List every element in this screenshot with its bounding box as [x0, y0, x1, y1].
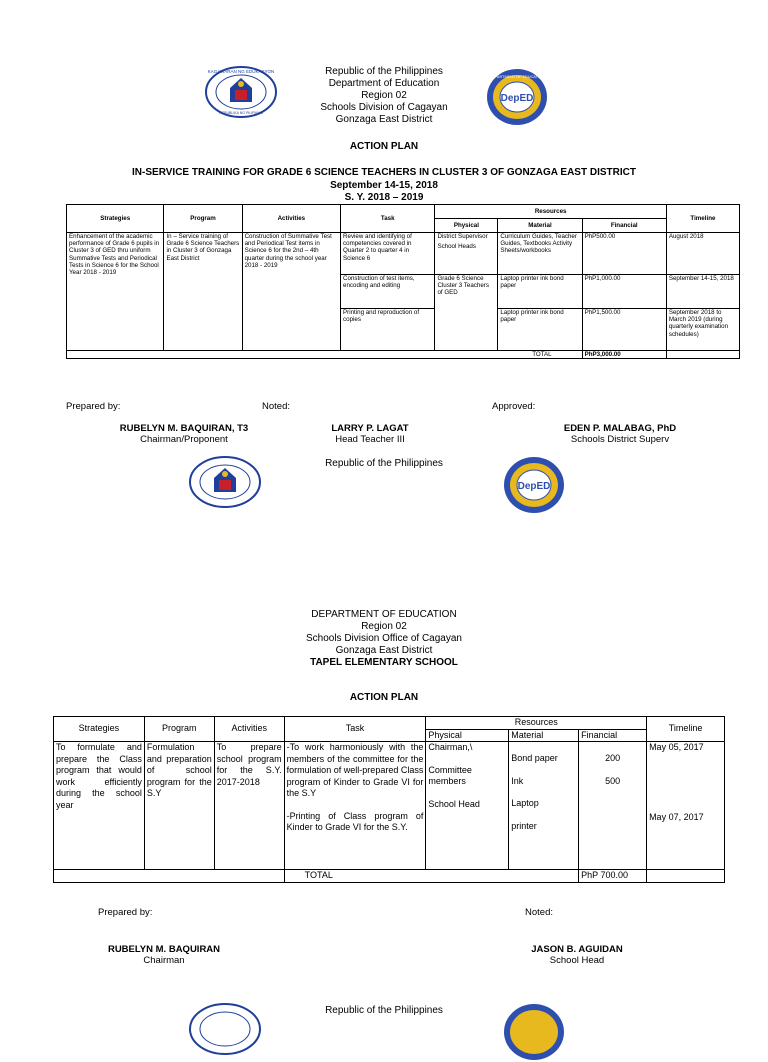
cell-timeline: August 2018 [666, 233, 739, 275]
cell-strategies: Enhancement of the academic performance of Grade 6 pupils in Cluster 3 of GED thru uniform Summative Tests and Periodical Tests in Science 6 for the School Year 2018 - 2019 [67, 233, 164, 351]
header-task: Task [284, 717, 426, 742]
header-line: DEPARTMENT OF EDUCATION [311, 609, 457, 620]
header-physical: Physical [435, 219, 498, 233]
cell-physical [426, 742, 509, 870]
cell-financial: PhP500.00 [582, 233, 666, 275]
cell-activities: To prepare school program for the S.Y. 2017-2018 [214, 742, 284, 870]
header-resources: Resources [426, 717, 647, 730]
task-line: -Printing of Class program of Kinder to Grade VI for the S.Y. [286, 810, 424, 832]
signatory-name: EDEN P. MALABAG, PhD [563, 423, 677, 434]
signatory-title: Chairman [143, 955, 185, 966]
signatory-preparer [84, 944, 244, 966]
header-resources: Resources [435, 205, 666, 219]
page2-footer-republic: Republic of the Philippines [325, 1005, 443, 1016]
page1-dates: September 14-15, 2018 [330, 180, 438, 191]
prepared-by-label: Prepared by: [98, 907, 153, 918]
page1-footer-republic: Republic of the Philippines [325, 458, 443, 469]
page1-subtitle: IN-SERVICE TRAINING FOR GRADE 6 SCIENCE TEACHERS IN CLUSTER 3 OF GONZAGA EAST DISTRICT [132, 167, 636, 178]
approved-label: Approved: [492, 401, 536, 412]
page1-school-year: S. Y. 2018 – 2019 [344, 192, 424, 203]
page2-header [234, 609, 534, 669]
cell-task: Printing and reproduction of copies [341, 309, 435, 351]
header-line: Region 02 [361, 90, 407, 101]
page1-title: ACTION PLAN [349, 141, 419, 152]
signatory-noter [300, 423, 440, 445]
total-label: TOTAL [284, 870, 578, 883]
cell-task: Review and identifying of competencies covered in Quarter 2 to quarter 4 in Science 6 [341, 233, 435, 275]
deped-logo-ring-text: DEPARTMENT OF EDUCATION [489, 75, 545, 79]
signatory-title: Chairman/Proponent [140, 434, 228, 445]
total-blank [666, 351, 739, 359]
cell-material: Laptop printer ink bond paper [498, 275, 582, 309]
physical-line: School Head [428, 798, 480, 809]
school-name: TAPEL ELEMENTARY SCHOOL [310, 657, 458, 668]
deped-seal-icon [188, 456, 262, 508]
cell-task: Construction of test items, encoding and editing [341, 275, 435, 309]
deped-logo-icon [502, 455, 566, 515]
material-line: Laptop [511, 798, 539, 808]
header-activities: Activities [214, 717, 284, 742]
header-line: Gonzaga East District [335, 114, 433, 125]
prepared-by-label: Prepared by: [66, 401, 121, 412]
cell-financial: PhP1,500.00 [582, 309, 666, 351]
physical-line: Chairman,\ [428, 742, 473, 752]
noted-label: Noted: [525, 907, 553, 918]
physical-line: Committee members [428, 764, 472, 786]
header-physical: Physical [426, 729, 509, 742]
financial-line: 500 [605, 775, 621, 786]
header-line: Republic of the Philippines [325, 66, 443, 77]
cell-strategies: To formulate and prepare the Class program that would work efficiently during the school year [54, 742, 145, 870]
signatory-name: RUBELYN M. BAQUIRAN [107, 944, 221, 955]
cell-timeline: September 14-15, 2018 [666, 275, 739, 309]
page2-title: ACTION PLAN [349, 692, 419, 703]
header-line: Region 02 [361, 621, 407, 632]
header-timeline: Timeline [666, 205, 739, 233]
task-line: -To work harmoniously with the members of the committee for the formulation of well-prepared Class program of Kinder to Grade VI for the S.Y [286, 742, 424, 798]
cell-material: Curriculum Guides, Teacher Guides, Textbooks Activity Sheets/workbooks [498, 233, 582, 275]
deped-logo-text: DepED [500, 93, 534, 104]
signatory-name: LARRY P. LAGAT [331, 423, 409, 434]
cell-timeline [647, 742, 725, 870]
header-strategies: Strategies [54, 717, 145, 742]
cell-program: Formulation and preparation of school program for the S.Y [144, 742, 214, 870]
header-material: Material [498, 219, 582, 233]
signatory-name: RUBELYN M. BAQUIRAN, T3 [119, 423, 249, 434]
deped-seal-icon [188, 1003, 262, 1055]
cell-task [284, 742, 426, 870]
deped-seal-bottom-text: REPUBLIKA NG PILIPINAS [219, 111, 263, 115]
header-activities: Activities [242, 205, 340, 233]
header-financial: Financial [579, 729, 647, 742]
cell-physical [435, 233, 498, 275]
page2-action-plan-table [53, 716, 725, 883]
header-line: Gonzaga East District [335, 645, 433, 656]
physical-line: School Heads [437, 243, 476, 251]
header-line: Department of Education [328, 78, 440, 89]
header-material: Material [509, 729, 579, 742]
deped-seal-icon [204, 66, 278, 118]
deped-logo-icon [502, 1002, 566, 1062]
signatory-noter [497, 944, 657, 966]
header-line: Schools Division Office of Cagayan [305, 633, 462, 644]
cell-timeline: September 2018 to March 2019 (during quarterly examination schedules) [666, 309, 739, 351]
physical-line: District Supervisor [437, 233, 488, 240]
page1-action-plan-table [66, 204, 740, 359]
header-program: Program [164, 205, 242, 233]
header-strategies: Strategies [67, 205, 164, 233]
cell-activities: Construction of Summative Test and Periodical Test items in Science 6 for the 2nd – 4th quarter during the school year 2018 - 2019 [242, 233, 340, 351]
header-line: Schools Division of Cagayan [320, 102, 448, 113]
total-blank [647, 870, 725, 883]
signatory-approver [540, 423, 700, 445]
cell-financial: PhP1,000.00 [582, 275, 666, 309]
header-task: Task [341, 205, 435, 233]
total-value: PhP 700.00 [579, 870, 647, 883]
noted-label: Noted: [262, 401, 290, 412]
cell-material: Laptop printer ink bond paper [498, 309, 582, 351]
header-timeline: Timeline [647, 717, 725, 742]
signatory-name: JASON B. AGUIDAN [531, 944, 623, 955]
total-label: TOTAL [67, 351, 583, 359]
material-line: Bond paper [511, 753, 558, 763]
header-program: Program [144, 717, 214, 742]
deped-logo-text: DepED [517, 481, 551, 492]
material-line: Ink [511, 775, 524, 786]
deped-logo-icon [485, 67, 549, 127]
total-value: PhP3,000.00 [582, 351, 666, 359]
financial-line: 200 [605, 753, 621, 763]
cell-physical: Grade 6 Science Cluster 3 Teachers of GED [435, 275, 498, 351]
total-spacer [54, 870, 285, 883]
signatory-title: School Head [549, 955, 605, 966]
timeline-line: May 05, 2017 [649, 742, 704, 752]
timeline-line: May 07, 2017 [649, 811, 704, 822]
signatory-title: Schools District Superv [570, 434, 670, 445]
header-financial: Financial [582, 219, 666, 233]
deped-seal-ring-text: KAGAWARAN NG EDUKASYON [207, 69, 275, 74]
cell-program: In – Service training of Grade 6 Science Teachers in Cluster 3 of Gonzaga East District [164, 233, 242, 351]
signatory-title: Head Teacher III [335, 434, 405, 445]
cell-material [509, 742, 579, 870]
page1-header [284, 66, 484, 126]
cell-financial [579, 742, 647, 870]
material-line: printer [511, 820, 537, 831]
signatory-preparer [84, 423, 284, 445]
